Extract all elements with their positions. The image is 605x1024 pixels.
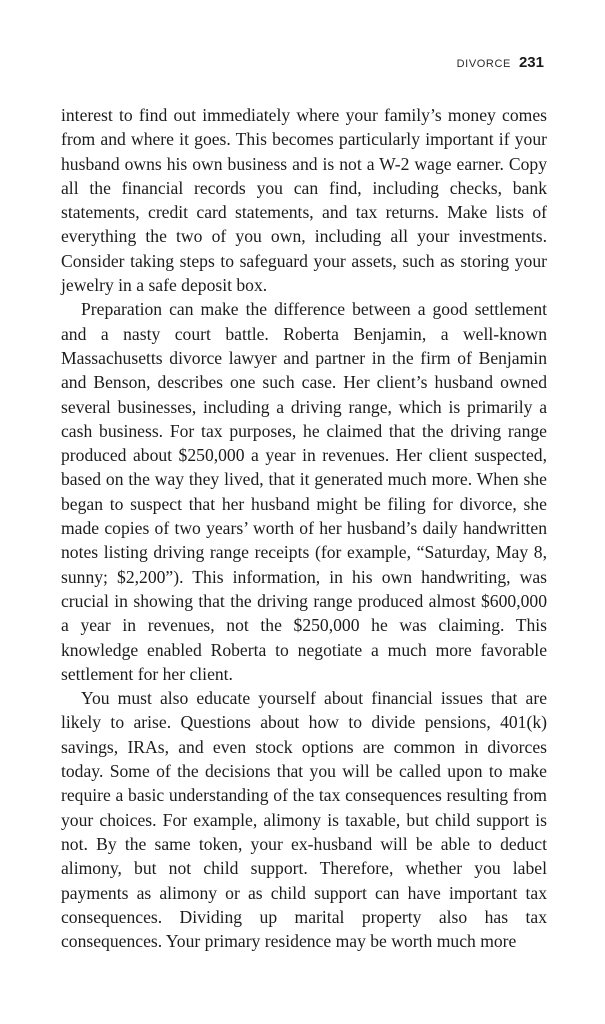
running-header [457, 54, 544, 71]
paragraph-continued: interest to find out immediately where your family’s money comes from and where it goes. This becomes particularly important if your husband owns his own business and is not a W-2 wage earner. Copy all the financial records you can find, including checks, bank statements, credit card statements, and tax returns. Make lists of everything the two of you own, including all your investments. Consider taking steps to safeguard your assets, such as storing your jewelry in a safe deposit box. [61, 105, 547, 296]
paragraph-financial-issues: You must also educate yourself about financial issues that are likely to arise. Questions about how to divide pensions, 401(k) savings, IRAs, and even stock options are common in divorces today. Some of the decisions that you will be called upon to make require a basic understanding of the tax consequences resulting from your choices. For example, alimony is taxable, but child support is not. By the same token, your ex-husband will be able to deduct alimony, but not child support. Therefore, whether you label payments as alimony or as child support can have important tax consequences. Dividing up marital property also has tax consequences. Your primary residence may be worth much more [61, 688, 547, 952]
page-number: 231 [518, 54, 544, 71]
running-header-section: DIVORCE [456, 58, 511, 70]
paragraph-preparation: Preparation can make the difference between a good settlement and a nasty court battle. Roberta Benjamin, a well-known Massachusetts divorce lawyer and partner in the firm of Benjamin and Benson, describes one such case. Her client’s husband owned several businesses, including a driving range, which is primarily a cash business. For tax purposes, he claimed that the driving range produced about $250,000 a year in revenues. Her client suspected, based on the way they lived, that it generated much more. When she began to suspect that her husband might be filing for divorce, she made copies of two years’ worth of her husband’s daily handwritten notes listing driving range receipts (for example, “Saturday, May 8, sunny; $2,200”). This information, in his own handwriting, was crucial in showing that the driving range produced almost $600,000 a year in revenues, not the $250,000 he was claiming. This knowledge enabled Roberta to negotiate a much more favorable settlement for her client. [61, 299, 547, 684]
body-text [61, 103, 547, 953]
